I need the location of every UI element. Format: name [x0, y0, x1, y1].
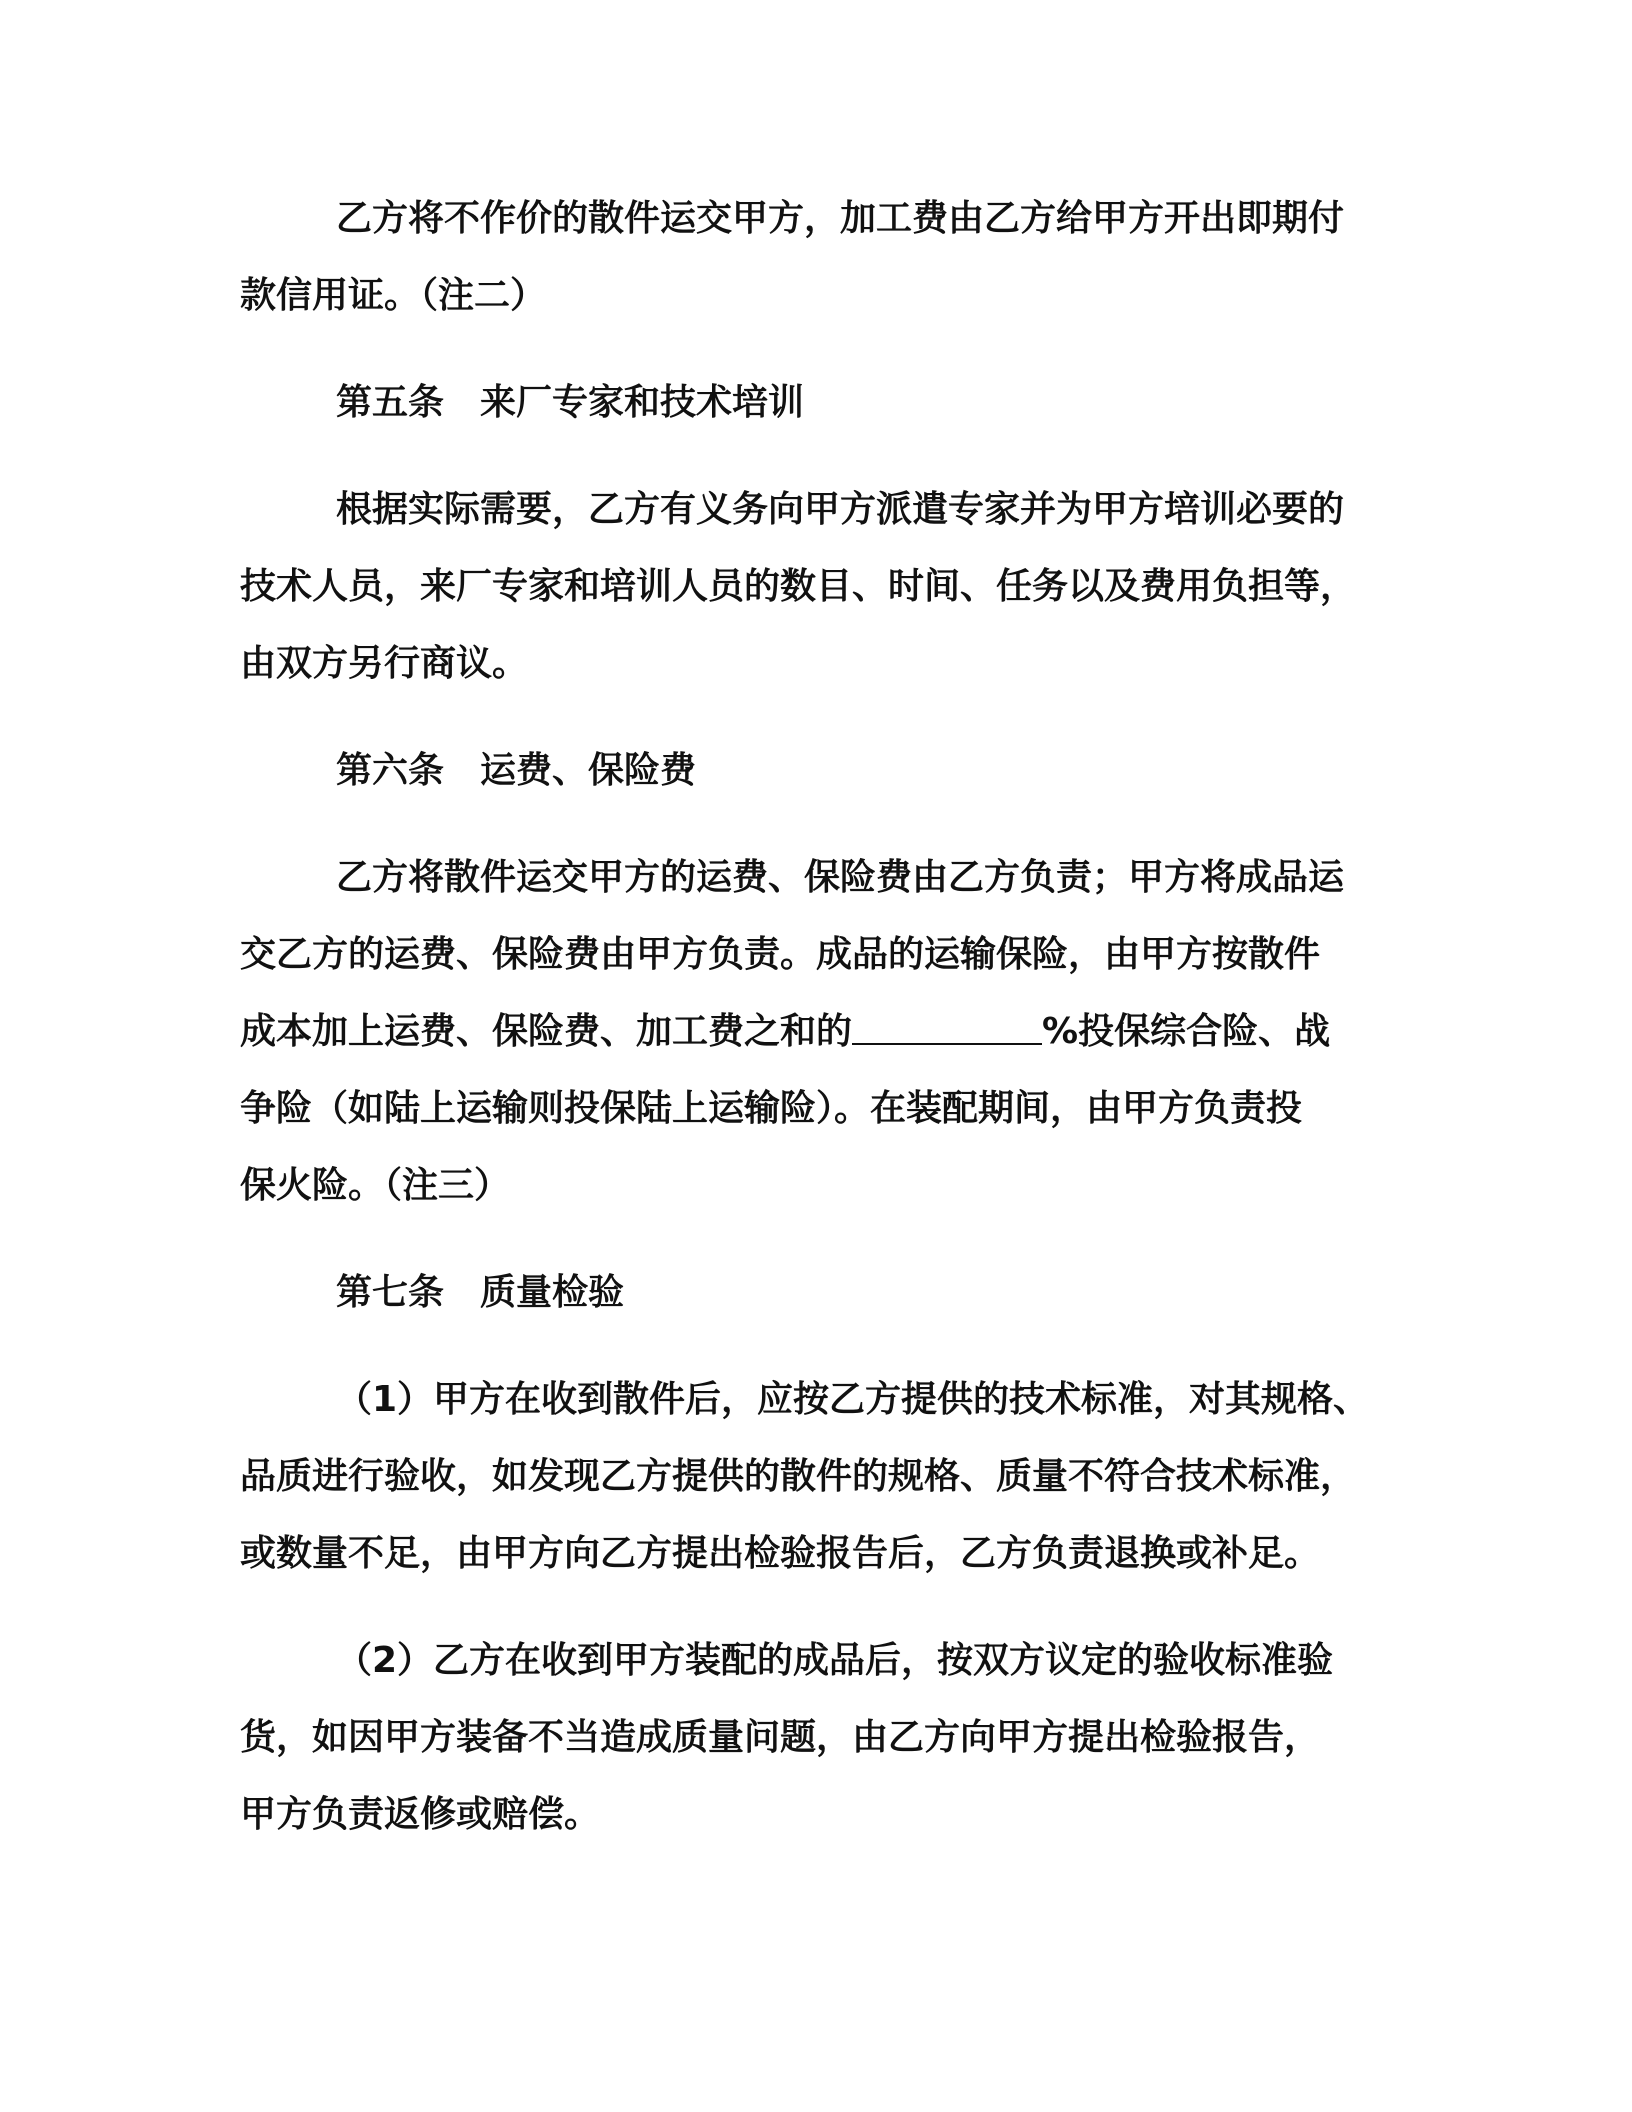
paragraph-text: 成本加上运费、保险费、加工费之和的: [240, 1011, 853, 1052]
paragraph-line: 交乙方的运费、保险费由甲方负责。成品的运输保险，由甲方按散件: [240, 934, 1321, 975]
paragraph-line: 甲方负责返修或赔偿。: [240, 1794, 601, 1835]
paragraph-line: 乙方将不作价的散件运交甲方，加工费由乙方给甲方开出即期付: [336, 198, 1345, 239]
paragraph-line: 款信用证。（注二）: [240, 275, 547, 316]
paragraph-line: 货，如因甲方装备不当造成质量问题，由乙方向甲方提出检验报告，: [240, 1717, 1321, 1758]
paragraph-line: 争险（如陆上运输则投保陆上运输险）。在装配期间，由甲方负责投: [240, 1088, 1303, 1129]
article-7-heading: 第七条 质量检验: [336, 1272, 625, 1313]
paragraph-line: （1）甲方在收到散件后，应按乙方提供的技术标准，对其规格、: [336, 1379, 1370, 1420]
fill-in-blank: [852, 1013, 1042, 1045]
paragraph-line: 由双方另行商议。: [240, 643, 529, 684]
paragraph-line: 保火险。（注三）: [240, 1165, 511, 1206]
article-5-heading: 第五条 来厂专家和技术培训: [336, 382, 805, 423]
paragraph-line: [240, 993, 1390, 1070]
paragraph-text: %投保综合险、战: [1042, 1011, 1331, 1052]
article-6-heading: 第六条 运费、保险费: [336, 750, 697, 791]
paragraph-line: 或数量不足，由甲方向乙方提出检验报告后，乙方负责退换或补足。: [240, 1533, 1321, 1574]
paragraph-line: 技术人员，来厂专家和培训人员的数目、时间、任务以及费用负担等，: [240, 566, 1357, 607]
paragraph-line: 乙方将散件运交甲方的运费、保险费由乙方负责；甲方将成品运: [336, 857, 1345, 898]
paragraph-line: 根据实际需要，乙方有义务向甲方派遣专家并为甲方培训必要的: [336, 489, 1345, 530]
document-body: [240, 180, 1390, 1853]
paragraph-line: （2）乙方在收到甲方装配的成品后，按双方议定的验收标准验: [336, 1640, 1334, 1681]
paragraph-line: 品质进行验收，如发现乙方提供的散件的规格、质量不符合技术标准，: [240, 1456, 1357, 1497]
